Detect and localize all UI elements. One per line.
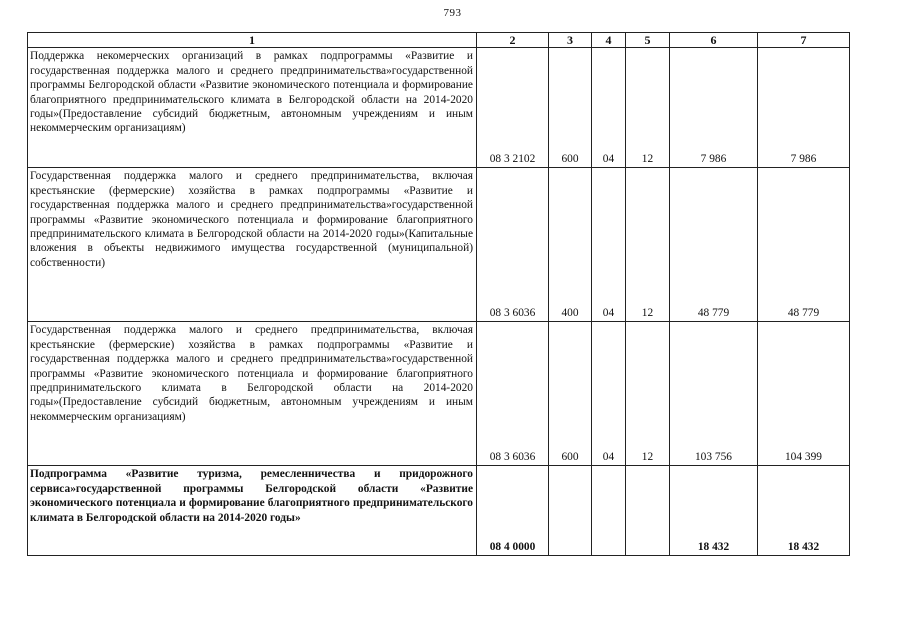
row-col4: 04	[592, 48, 626, 168]
header-col-1: 1	[28, 33, 477, 48]
header-col-5: 5	[626, 33, 670, 48]
page-number: 793	[443, 7, 462, 19]
table-row-subprogram	[28, 466, 850, 556]
header-col-2: 2	[477, 33, 549, 48]
budget-table	[27, 32, 850, 556]
row-code: 08 3 6036	[477, 168, 549, 322]
row-col7: 7 986	[758, 48, 850, 168]
row-col5: 12	[626, 168, 670, 322]
header-col-6: 6	[670, 33, 758, 48]
row-col4: 04	[592, 322, 626, 466]
row-col3: 400	[549, 168, 592, 322]
row-col3: 600	[549, 48, 592, 168]
row-col5	[626, 466, 670, 556]
row-description: Государственная поддержка малого и среднего предпринимательства, включая крестьянские (фермерские) хозяйства в рамках подпрограммы «Развитие и государственная поддержка малого и среднего предпринимательства»государственной программы «Развитие экономического потенциала и формирование благоприятного предпринимательского климата в Белгородской области на 2014-2020 годы»(Предоставление субсидий бюджетным, автономным учреждениям и иным некоммерческим организациям)	[28, 322, 477, 466]
row-code: 08 3 2102	[477, 48, 549, 168]
row-col3	[549, 466, 592, 556]
row-col7: 18 432	[758, 466, 850, 556]
table-row	[28, 322, 850, 466]
table-row	[28, 48, 850, 168]
header-col-7: 7	[758, 33, 850, 48]
row-col6: 18 432	[670, 466, 758, 556]
row-col6: 7 986	[670, 48, 758, 168]
row-col6: 48 779	[670, 168, 758, 322]
table-row	[28, 168, 850, 322]
row-col3: 600	[549, 322, 592, 466]
row-code: 08 3 6036	[477, 322, 549, 466]
row-description: Поддержка некомерческих организаций в рамках подпрограммы «Развитие и государственная поддержка малого и среднего предпринимательства»государственной программы Белгородской области «Развитие экономического потенциала и формирование благоприятного предпринимательского климата в Белгородской области на 2014-2020 годы»(Предоставление субсидий бюджетным, автономным учреждениям и иным некоммерческим организациям)	[28, 48, 477, 168]
row-description: Государственная поддержка малого и среднего предпринимательства, включая крестьянские (фермерские) хозяйства в рамках подпрограммы «Развитие и государственная поддержка малого и среднего предпринимательства»государственной программы «Развитие экономического потенциала и формирование благоприятного предпринимательского климата в Белгородской области на 2014-2020 годы»(Капитальные вложения в объекты недвижимого имущества государственной (муниципальной) собственности)	[28, 168, 477, 322]
row-code: 08 4 0000	[477, 466, 549, 556]
row-col7: 104 399	[758, 322, 850, 466]
row-col6: 103 756	[670, 322, 758, 466]
row-description: Подпрограмма «Развитие туризма, ремесленничества и придорожного сервиса»государственной программы Белгородской области «Развитие экономического потенциала и формирование благоприятного предпринимательского климата в Белгородской области на 2014-2020 годы»	[28, 466, 477, 556]
row-col7: 48 779	[758, 168, 850, 322]
header-row	[28, 33, 850, 48]
row-col4	[592, 466, 626, 556]
header-col-4: 4	[592, 33, 626, 48]
header-col-3: 3	[549, 33, 592, 48]
row-col5: 12	[626, 322, 670, 466]
row-col4: 04	[592, 168, 626, 322]
row-col5: 12	[626, 48, 670, 168]
